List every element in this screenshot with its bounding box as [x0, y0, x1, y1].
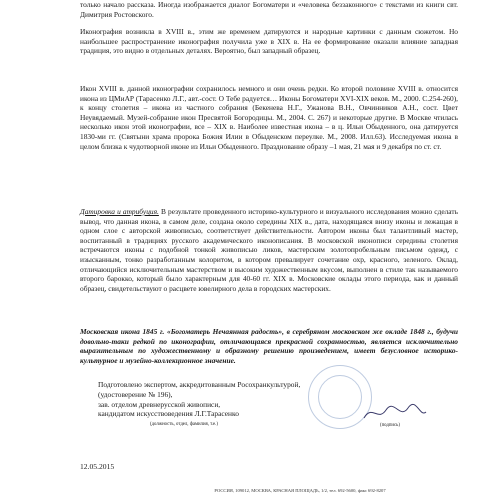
signature-caption: (должность, отдел, фамилия, т.е.)	[150, 422, 218, 427]
paragraph-conclusion: Московская икона 1845 г. «Богоматерь Нечаянная радость», в серебряном московском же окладе 1848 г., будучи довольно-таки редкой по иконографии, отличающаяся прекрасной сохранностью, является исключительно выразительным по художественному и образному решению произведением, имеет безусловное историко-культурное и музейно-коллекционное значение.	[80, 327, 458, 365]
footer-address: РОССИЯ, 109012, МОСКВА, КРАСНАЯ ПЛОЩАДЬ, 1/2, тел. 692-5600, факс 692-8207	[214, 488, 386, 493]
paragraph-iconography-origin: Иконография возникла в XVIII в., этим же временем датируются и народные картинки с данным сюжетом. Но наибольшее распространение иконография получила уже в XIX в. На ее формирование оказали влияние западная традиция, это видно в отдельных деталях. Вероятно, был западный образец.	[80, 27, 458, 56]
document-date: 12.05.2015	[80, 462, 115, 471]
dating-text: В результате проведенного историко-культурного и визуального исследования можно сделать вывод, что данная икона, в самом деле, создана около середины XIX в., дата, находящаяся внизу иконы и лежащая в одном слое с авторской живописью, соответствует действительности. Автором иконы был талантливый мастер, воспитанный в традициях русского академического иконописания. В московской иконописи середины столетия встречаются иконы с подобной тонкой живописью ликов, мастерским золотопробельным письмом одежд, с изысканным, тонко разработанным колоритом, в котором превалирует сочетание охр, красного, зеленого. Оклад, отличающийся исключительным мастерством и высоким художественным вкусом, выполнен в стиле так называемого второго барокко, который было характерным для 40-60 гг. XIX в. Московские оклады этого периода, как и данный образец, свидетельствуют о расцвете ювелирного дела в городских мастерских.	[80, 207, 458, 293]
paragraph-known-icons: Икон XVIII в. данной иконографии сохранилось немного и они очень редки. Ко второй половине XVIII в. относится икона из ЦМиАР (Тарасенко Л.Г., авт.-сост. О Тебе радуется… Иконы Богоматери XVI-XIX веков. М., 2000. С.254-260), к концу столетия – икона из частного собрания (Бекенева Н.Г., Ужанова В.Н., Овчинников А.Н., сост. Цвет Неувядаемый. Музей-собрание икон Пресвятой Богородицы. М., 2004. С. 267) и некоторые другие. В Москве чтилась несколько икон этой иконографии, все – XIX в. Наиболее известная икона – в ц. Ильи Обыденного, она датируется 1830-ми гг. (Святыни храма пророка Божия Илии в Обыденском переулке. М., 2008. Илл.63). Исследуемая икона в целом близка к чудотворной иконе из Ильи Обыденного. Празднование образу –1 мая, 21 мая и 9 декабря по ст. ст.	[80, 84, 458, 151]
paragraph-intro: только начало рассказа. Иногда изображается диалог Богоматери и «человека беззаконного» с текстами из книги свт. Димитрия Ростовского.	[80, 0, 458, 19]
expert-signature-block: Подготовлено экспертом, аккредитованным Росохранкультурой, (удостоверение № 196), зав. отделом древнерусской живописи, кандидатом искусствоведения Л.Г.Тарасенко	[98, 380, 301, 419]
paragraph-dating-attribution	[80, 207, 458, 293]
dating-label: Датировка и атрибуция.	[80, 207, 159, 216]
signature-right-caption: (подпись)	[380, 423, 400, 428]
